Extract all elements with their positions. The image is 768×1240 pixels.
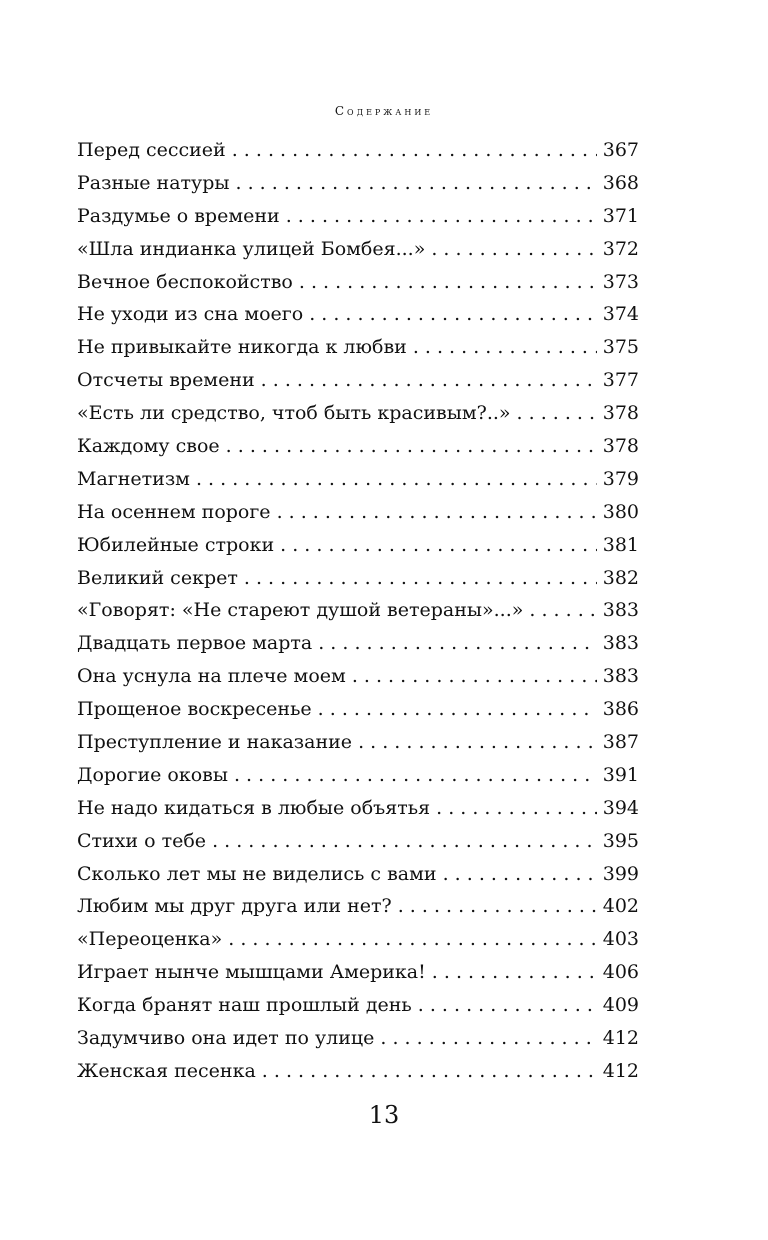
toc-entry bbox=[77, 562, 639, 595]
toc-entry-title: Стихи о тебе bbox=[77, 829, 207, 852]
toc-entry bbox=[77, 430, 639, 463]
toc-entry-page: 378 bbox=[602, 435, 639, 458]
toc-entry bbox=[77, 463, 639, 496]
toc-entry-title: Она уснула на плече моем bbox=[77, 665, 346, 688]
toc-entry-title: Дорогие оковы bbox=[77, 763, 228, 786]
toc-leader-dots bbox=[432, 956, 597, 989]
toc-entry-page: 377 bbox=[602, 369, 639, 392]
toc-entry-page: 371 bbox=[602, 204, 639, 227]
toc-entry-title: Любим мы друг друга или нет? bbox=[77, 895, 392, 918]
toc-leader-dots bbox=[244, 562, 597, 595]
toc-entry bbox=[77, 397, 639, 430]
toc-entry-title: Отсчеты времени bbox=[77, 369, 255, 392]
toc-entry-title: Раздумье о времени bbox=[77, 204, 280, 227]
toc-entry-title: Преступление и наказание bbox=[77, 731, 353, 754]
toc-entry-title: Женская песенка bbox=[77, 1059, 256, 1082]
toc-leader-dots bbox=[226, 430, 597, 463]
toc-entry bbox=[77, 627, 639, 660]
toc-entry bbox=[77, 200, 639, 233]
toc-entry-page: 383 bbox=[602, 632, 639, 655]
toc-leader-dots bbox=[234, 759, 597, 792]
toc-leader-dots bbox=[232, 134, 597, 167]
toc-entry-page: 367 bbox=[602, 139, 639, 161]
toc-entry-page: 380 bbox=[602, 500, 639, 523]
toc-entry bbox=[77, 364, 639, 397]
toc-entry-title: Каждому свое bbox=[77, 435, 220, 458]
table-of-contents bbox=[77, 134, 639, 1088]
toc-entry-title: Не привыкайте никогда к любви bbox=[77, 336, 407, 359]
toc-entry bbox=[77, 331, 639, 364]
toc-entry bbox=[77, 529, 639, 562]
toc-leader-dots bbox=[309, 298, 597, 331]
toc-entry-page: 372 bbox=[602, 237, 639, 260]
toc-entry-page: 386 bbox=[602, 698, 639, 721]
toc-entry-page: 383 bbox=[602, 599, 639, 622]
toc-entry-title: Магнетизм bbox=[77, 467, 190, 490]
toc-leader-dots bbox=[398, 890, 597, 923]
toc-leader-dots bbox=[443, 858, 597, 891]
toc-entry bbox=[77, 496, 639, 529]
toc-entry-title: «Шла индианка улицей Бомбея...» bbox=[77, 237, 426, 260]
toc-entry-title: На осеннем пороге bbox=[77, 500, 271, 523]
toc-entry-title: Когда бранят наш прошлый день bbox=[77, 994, 412, 1017]
toc-entry bbox=[77, 693, 639, 726]
toc-leader-dots bbox=[413, 331, 597, 364]
toc-leader-dots bbox=[358, 726, 597, 759]
toc-entry bbox=[77, 1022, 639, 1055]
toc-leader-dots bbox=[318, 627, 597, 660]
toc-entry bbox=[77, 956, 639, 989]
toc-entry-page: 387 bbox=[602, 731, 639, 754]
toc-entry-title: Не надо кидаться в любые объятья bbox=[77, 796, 431, 819]
toc-entry bbox=[77, 1055, 639, 1088]
toc-entry bbox=[77, 298, 639, 331]
toc-entry-title: Не уходи из сна моего bbox=[77, 303, 304, 326]
toc-entry-page: 374 bbox=[602, 303, 639, 326]
toc-leader-dots bbox=[380, 1022, 596, 1055]
toc-leader-dots bbox=[431, 233, 596, 266]
toc-entry bbox=[77, 594, 639, 627]
toc-entry bbox=[77, 726, 639, 759]
toc-leader-dots bbox=[286, 200, 597, 233]
toc-entry-page: 382 bbox=[602, 566, 639, 589]
toc-entry-title: Задумчиво она идет по улице bbox=[77, 1027, 375, 1050]
toc-leader-dots bbox=[212, 825, 597, 858]
toc-leader-dots bbox=[280, 529, 597, 562]
toc-entry-page: 399 bbox=[602, 862, 639, 885]
toc-entry-title: Перед сессией bbox=[77, 139, 226, 161]
toc-entry bbox=[77, 266, 639, 299]
toc-entry bbox=[77, 923, 639, 956]
toc-leader-dots bbox=[517, 397, 597, 430]
toc-entry-title: Вечное беспокойство bbox=[77, 270, 293, 293]
toc-entry-page: 379 bbox=[602, 467, 639, 490]
toc-entry-page: 381 bbox=[602, 533, 639, 556]
toc-entry-page: 368 bbox=[602, 171, 639, 194]
toc-entry-title: «Говорят: «Не стареют душой ветераны»...» bbox=[77, 599, 524, 622]
toc-entry-page: 394 bbox=[602, 796, 639, 819]
toc-entry bbox=[77, 825, 639, 858]
toc-leader-dots bbox=[436, 792, 597, 825]
toc-entry bbox=[77, 233, 639, 266]
toc-leader-dots bbox=[236, 167, 597, 200]
toc-leader-dots bbox=[529, 594, 596, 627]
toc-entry-page: 409 bbox=[602, 994, 639, 1017]
toc-entry bbox=[77, 792, 639, 825]
toc-entry-page: 378 bbox=[602, 402, 639, 425]
toc-entry-title: Юбилейные строки bbox=[77, 533, 275, 556]
toc-entry-page: 402 bbox=[602, 895, 639, 918]
toc-entry-page: 406 bbox=[602, 961, 639, 984]
toc-entry-title: Сколько лет мы не виделись с вами bbox=[77, 862, 437, 885]
toc-entry bbox=[77, 759, 639, 792]
toc-entry bbox=[77, 167, 639, 200]
toc-entry-title: Прощеное воскресенье bbox=[77, 698, 312, 721]
running-header: Содержание bbox=[334, 104, 434, 118]
toc-entry-page: 373 bbox=[602, 270, 639, 293]
toc-entry bbox=[77, 890, 639, 923]
toc-entry-title: «Есть ли средство, чтоб быть красивым?..» bbox=[77, 402, 511, 425]
toc-leader-dots bbox=[262, 1055, 597, 1088]
toc-entry bbox=[77, 989, 639, 1022]
toc-entry-page: 403 bbox=[602, 928, 639, 951]
page-number: 13 bbox=[368, 1101, 400, 1129]
toc-entry-title: «Переоценка» bbox=[77, 928, 223, 951]
toc-entry-page: 412 bbox=[602, 1027, 639, 1050]
toc-leader-dots bbox=[352, 660, 597, 693]
toc-entry-page: 395 bbox=[602, 829, 639, 852]
toc-entry-page: 383 bbox=[602, 665, 639, 688]
toc-entry-title: Двадцать первое марта bbox=[77, 632, 313, 655]
toc-entry-page: 391 bbox=[602, 763, 639, 786]
toc-entry-page: 412 bbox=[602, 1059, 639, 1082]
toc-leader-dots bbox=[228, 923, 596, 956]
toc-leader-dots bbox=[261, 364, 597, 397]
toc-leader-dots bbox=[418, 989, 597, 1022]
toc-leader-dots bbox=[299, 266, 597, 299]
toc-entry bbox=[77, 134, 639, 167]
toc-entry-title: Разные натуры bbox=[77, 171, 230, 194]
toc-leader-dots bbox=[318, 693, 597, 726]
toc-entry-page: 375 bbox=[602, 336, 639, 359]
toc-entry-title: Великий секрет bbox=[77, 566, 238, 589]
toc-leader-dots bbox=[196, 463, 597, 496]
toc-entry bbox=[77, 858, 639, 891]
toc-entry bbox=[77, 660, 639, 693]
toc-leader-dots bbox=[277, 496, 597, 529]
toc-entry-title: Играет нынче мышцами Америка! bbox=[77, 961, 426, 984]
